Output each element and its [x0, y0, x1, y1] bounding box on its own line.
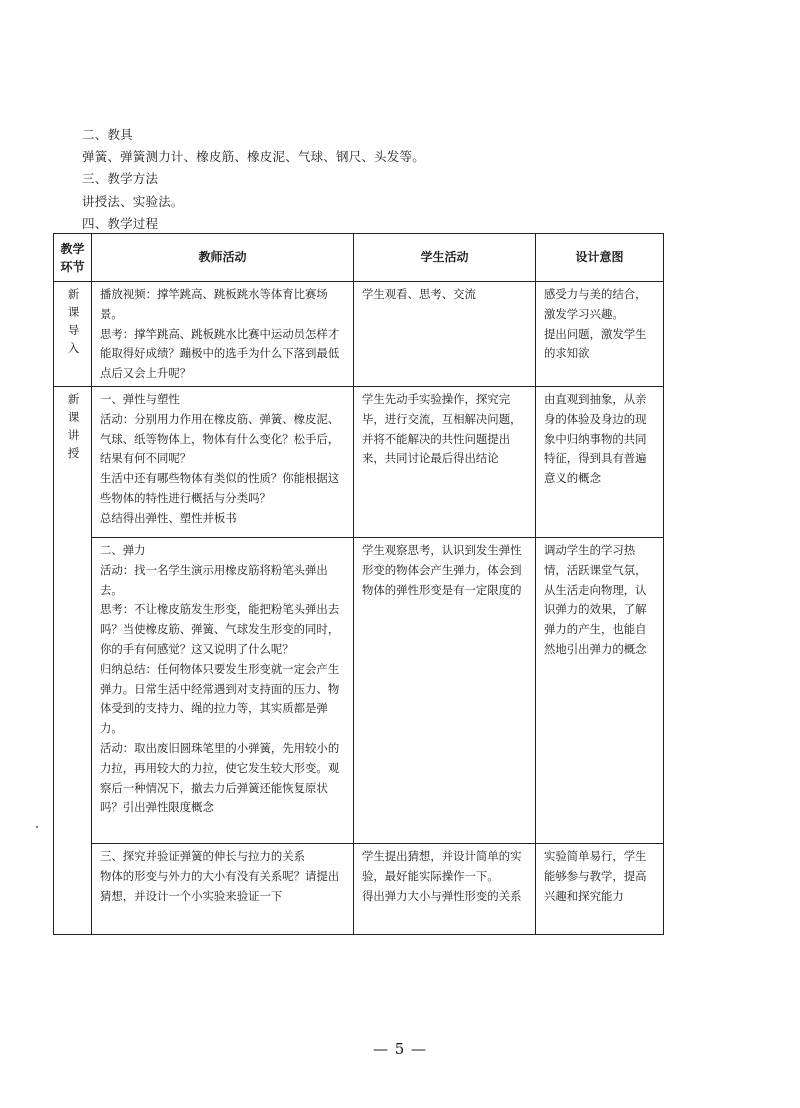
student-activity-cell: 学生观察思考，认识到发生弹性形变的物体会产生弹力，体会到物体的弹性形变是有一定限度的: [354, 537, 536, 843]
header-stage: 教学 环节: [54, 234, 92, 282]
teacher-activity-cell: 三、探究并验证弹簧的伸长与拉力的关系 物体的形变与外力的大小有没有关系呢？请提出猜想，并设计一个小实验来验证一下: [92, 843, 354, 934]
teaching-aids-list: 弹簧、弹簧测力计、橡皮筋、橡皮泥、气球、钢尺、头发等。: [82, 149, 425, 165]
teacher-activity-cell: 播放视频：撑竿跳高、跳板跳水等体育比赛场景。 思考：撑竿跳高、跳板跳水比赛中运动员怎样才能取得好成绩？蹦极中的选手为什么下落到最低点后又会上升呢？: [92, 282, 354, 387]
table-header-row: [54, 234, 664, 282]
teaching-methods-text: 讲授法、实验法。: [82, 193, 184, 209]
stage-cell-new-lesson: 新课 讲授: [54, 386, 92, 934]
student-activity-cell: 学生先动手实验操作，探究完毕，进行交流，互相解决问题，并将不能解决的共性问题提出来，共同讨论最后得出结论: [354, 386, 536, 537]
heading-teaching-process: 四、教学过程: [82, 215, 159, 231]
heading-teaching-aids: 二、教具: [82, 127, 133, 142]
intro-section: [82, 124, 702, 235]
teacher-activity-cell: 一、弹性与塑性 活动：分别用力作用在橡皮筋、弹簧、橡皮泥、气球、纸等物体上，物体有什么变化？松手后，结果有何不同呢？ 生活中还有哪些物体有类似的性质？你能根据这些物体的特性进行概括与分类吗？ 总结得出弹性、塑性并板书: [92, 386, 354, 537]
heading-teaching-methods: 三、教学方法: [82, 171, 159, 187]
page-number: — 5 —: [372, 1040, 428, 1058]
header-student-activity: 学生活动: [354, 234, 536, 282]
scan-speck: [36, 826, 38, 828]
design-intent-cell: 调动学生的学习热情，活跃课堂气氛，从生活走向物理，认识弹力的效果，了解弹力的产生，也能自然地引出弹力的概念: [536, 537, 664, 843]
header-teacher-activity: 教师活动: [92, 234, 354, 282]
design-intent-cell: 感受力与美的结合，激发学习兴趣。 提出问题，激发学生的求知欲: [536, 282, 664, 387]
student-activity-cell: 学生观看、思考、交流: [354, 282, 536, 387]
stage-cell-introduction: 新课 导入: [54, 282, 92, 387]
teacher-activity-cell: 二、弹力 活动：找一名学生演示用橡皮筋将粉笔头弹出去。 思考：不让橡皮筋发生形变，能把粉笔头弹出去吗？当使橡皮筋、弹簧、气球发生形变的同时，你的手有何感觉？这又说明了什么呢？ 归纳总结：任何物体只要发生形变就一定会产生弹力。日常生活中经常遇到对支持面的压力、物体受到的支持力、绳的拉力等，其实质都是弹力。 活动：取出废旧圆珠笔里的小弹簧，先用较小的力拉，再用较大的力拉，使它发生较大形变。观察后一种情况下，撤去力后弹簧还能恢复原状吗？引出弹性限度概念: [92, 537, 354, 843]
table-row: [54, 843, 664, 934]
design-intent-cell: 由直观到抽象，从亲身的体验及身边的现象中归纳事物的共同特征，得到具有普遍意义的概念: [536, 386, 664, 537]
table-row: [54, 282, 664, 387]
teaching-process-table: [53, 233, 664, 935]
header-design-intent: 设计意图: [536, 234, 664, 282]
design-intent-cell: 实验简单易行，学生能够参与教学，提高兴趣和探究能力: [536, 843, 664, 934]
table-row: [54, 537, 664, 843]
student-activity-cell: 学生提出猜想，并设计简单的实验，最好能实际操作一下。 得出弹力大小与弹性形变的关系: [354, 843, 536, 934]
table-row: [54, 386, 664, 537]
